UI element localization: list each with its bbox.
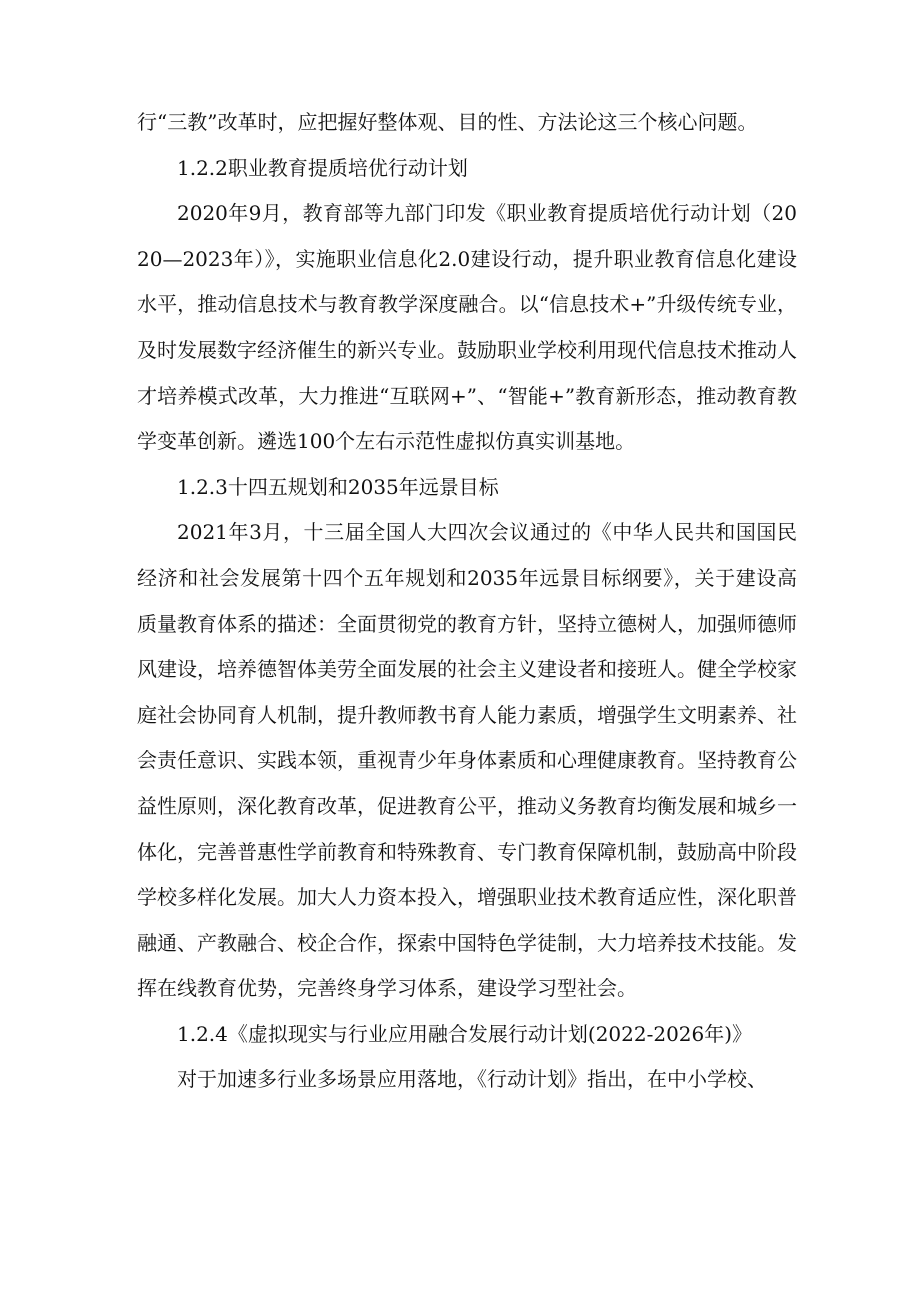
paragraph-five-year-plan: 2021年3月，十三届全国人大四次会议通过的《中华人民共和国国民经济和社会发展第十四个五年规划和2035年远景目标纲要》，关于建设高质量教育体系的描述：全面贯彻党的教育方针，坚持立德树人，加强师德师风建设，培养德智体美劳全面发展的社会主义建设者和接班人。健全学校家庭社会协同育人机制，提升教师教书育人能力素质，增强学生文明素养、社会责任意识、实践本领，重视青少年身体素质和心理健康教育。坚持教育公益性原则，深化教育改革，促进教育公平，推动义务教育均衡发展和城乡一体化，完善普惠性学前教育和特殊教育、专门教育保障机制，鼓励高中阶段学校多样化发展。加大人力资本投入，增强职业技术教育适应性，深化职普融通、产教融合、校企合作，探索中国特色学徒制，大力培养技术技能。发挥在线教育优势，完善终身学习体系，建设学习型社会。 xyxy=(137,520,797,1001)
section-heading-1-2-2: 1.2.2职业教育提质培优行动计划 xyxy=(177,155,468,180)
paragraph-vocational-plan: 2020年9月，教育部等九部门印发《职业教育提质培优行动计划（2020—2023年）》，实施职业信息化2.0建设行动，提升职业教育信息化建设水平，推动信息技术与教育教学深度融合。以“信息技术+”升级传统专业，及时发展数字经济催生的新兴专业。鼓励职业学校利用现代信息技术推动人才培养模式改革，大力推进“互联网+”、“智能+”教育新形态，推动教育教学变革创新。遴选100个左右示范性虚拟仿真实训基地。 xyxy=(137,201,797,454)
document-body xyxy=(137,100,797,1103)
section-heading-1-2-4: 1.2.4《虚拟现实与行业应用融合发展行动计划(2022-2026年)》 xyxy=(177,1021,753,1046)
paragraph-continuation: 行“三教”改革时，应把握好整体观、目的性、方法论这三个核心问题。 xyxy=(137,110,758,134)
section-heading-1-2-3: 1.2.3十四五规划和2035年远景目标 xyxy=(177,474,499,499)
paragraph-vr-plan: 对于加速多行业多场景应用落地，《行动计划》指出，在中小学校、 xyxy=(177,1067,767,1092)
